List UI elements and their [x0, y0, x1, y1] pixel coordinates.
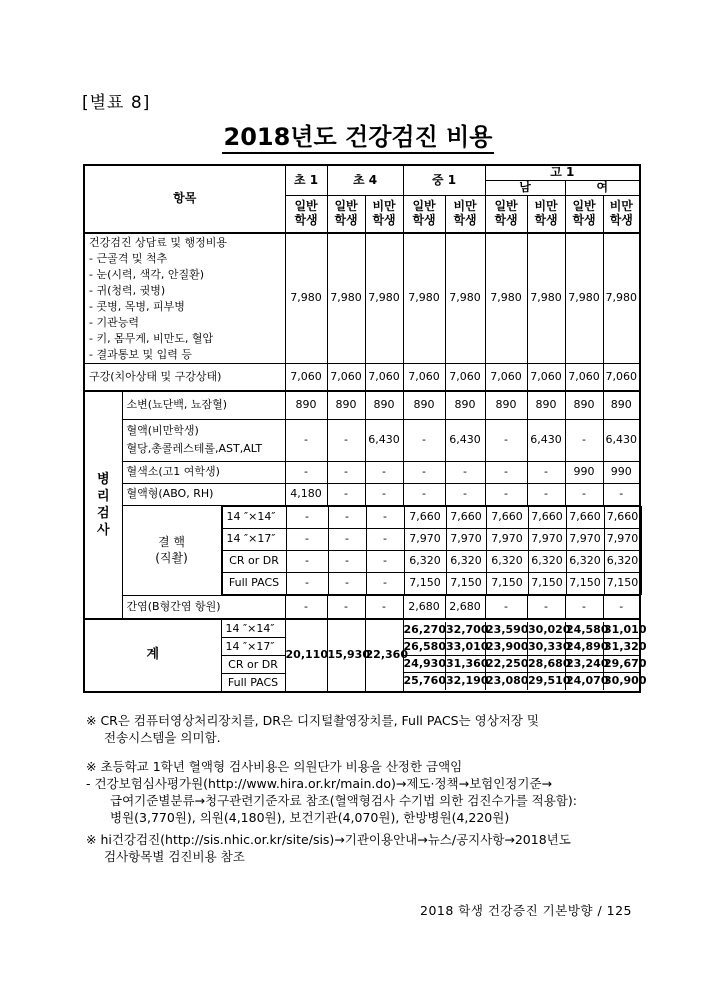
bloodtype-value: 4,180 [285, 483, 327, 505]
tb-sublabel: CR or DR [222, 550, 286, 572]
note-line: 전송시스템을 의미함. [104, 730, 221, 745]
table-row-oral [84, 363, 640, 391]
subheader-cell: 일반 학생 [327, 195, 365, 233]
tb-value: - [286, 572, 328, 594]
hgb-value: 990 [565, 461, 603, 483]
tb-value: 7,150 [486, 572, 528, 594]
note-line: ※ CR은 컴퓨터영상처리장치를, DR은 디지털촬영장치를, Full PACS는 영상저장 및 [86, 713, 539, 728]
total-value: 31,360 [446, 656, 486, 673]
tb-value: - [366, 528, 404, 550]
blood-value: - [403, 419, 445, 461]
tb-subtable-cell [221, 505, 640, 595]
total-value: 31,320 [604, 639, 641, 656]
bloodtype-value: - [527, 483, 565, 505]
bloodtype-value: - [445, 483, 485, 505]
total-sublabels [221, 619, 285, 692]
basic-value: 7,980 [285, 233, 327, 363]
bloodtype-value: - [485, 483, 527, 505]
liver-value: - [527, 595, 565, 619]
total-value: 32,700 [446, 622, 486, 639]
total-value: 32,190 [446, 673, 486, 690]
blood-value: - [565, 419, 603, 461]
hgb-label: 혈색소(고1 여학생) [122, 461, 285, 483]
tb-value: 7,150 [446, 572, 486, 594]
urine-value: 890 [365, 391, 403, 419]
urine-value: 890 [445, 391, 485, 419]
hgb-value: - [485, 461, 527, 483]
tb-value: 6,320 [404, 550, 446, 572]
total-value: 24,930 [404, 656, 446, 673]
tb-value: 7,150 [528, 572, 566, 594]
tb-value: - [328, 528, 366, 550]
total-label: 계 [84, 619, 221, 692]
header-elem1: 초 1 [285, 165, 327, 195]
table-row-total [84, 619, 640, 692]
tb-value: 7,660 [486, 506, 528, 528]
subheader-cell: 비만 학생 [365, 195, 403, 233]
header-high1: 고 1 [485, 165, 640, 180]
basic-value: 7,980 [403, 233, 445, 363]
total-value: 24,580 [566, 622, 604, 639]
bloodtype-value: - [327, 483, 365, 505]
bloodtype-value: - [565, 483, 603, 505]
tb-value: 6,320 [446, 550, 486, 572]
note-line: ※ 초등학교 1학년 혈액형 검사비용은 의원단가 비용을 산정한 금액임 [86, 759, 463, 774]
tb-label: 결 핵 (직촬) [122, 505, 221, 595]
header-elem4: 초 4 [327, 165, 403, 195]
tb-value: 7,150 [566, 572, 604, 594]
total-grid-cell [403, 619, 647, 692]
tb-value: 7,660 [446, 506, 486, 528]
subheader-cell: 비만 학생 [445, 195, 485, 233]
tb-subtable [222, 506, 642, 595]
tb-value: 7,660 [566, 506, 604, 528]
basic-label: 건강검진 상담료 및 행정비용 - 근골격 및 척추 - 눈(시력, 색각, 안질환) - 귀(청력, 귓병) - 콧병, 목병, 피부병 - 기관능력 - 키, 몸무게, 비만도, 혈압 - 결과통보 및 입력 등 [84, 233, 285, 363]
total-value: 26,580 [404, 639, 446, 656]
subheader-cell: 비만 학생 [603, 195, 640, 233]
tb-sublabel: 14 ″×14″ [222, 506, 286, 528]
hgb-value: 990 [603, 461, 640, 483]
tb-value: 7,970 [404, 528, 446, 550]
tb-value: 7,970 [446, 528, 486, 550]
tb-value: - [366, 572, 404, 594]
oral-value: 7,060 [527, 363, 565, 391]
total-value: 28,680 [528, 656, 566, 673]
liver-value: - [285, 595, 327, 619]
oral-value: 7,060 [285, 363, 327, 391]
total-value: 30,020 [528, 622, 566, 639]
urine-value: 890 [565, 391, 603, 419]
oral-value: 7,060 [403, 363, 445, 391]
page-footer: 2018 학생 건강증진 기본방향 / 125 [420, 903, 632, 918]
note-line: ※ hi건강검진(http://sis.nhic.or.kr/site/sis)→기관이용안내→뉴스/공지사항→2018년도 [86, 832, 571, 847]
total-value: 23,900 [486, 639, 528, 656]
oral-label: 구강(치아상태 및 구강상태) [84, 363, 285, 391]
bloodtype-value: - [603, 483, 640, 505]
tb-value: 7,970 [604, 528, 641, 550]
total-sublabel: CR or DR [222, 656, 285, 674]
urine-value: 890 [285, 391, 327, 419]
urine-value: 890 [527, 391, 565, 419]
total-value: 33,010 [446, 639, 486, 656]
note-line: 검사항목별 검진비용 참조 [104, 849, 245, 864]
urine-value: 890 [603, 391, 640, 419]
total-value: 29,510 [528, 673, 566, 690]
liver-label: 간염(B형간염 항원) [122, 595, 285, 619]
liver-value: - [327, 595, 365, 619]
blood-value: - [485, 419, 527, 461]
oral-value: 7,060 [327, 363, 365, 391]
tb-value: 7,150 [404, 572, 446, 594]
blood-value: 6,430 [603, 419, 640, 461]
subheader-cell: 일반 학생 [565, 195, 603, 233]
urine-value: 890 [327, 391, 365, 419]
liver-value: 2,680 [445, 595, 485, 619]
oral-value: 7,060 [565, 363, 603, 391]
note-hi-checkup [86, 831, 646, 865]
oral-value: 7,060 [365, 363, 403, 391]
tb-value: 6,320 [528, 550, 566, 572]
liver-value: - [603, 595, 640, 619]
header-female: 여 [565, 180, 640, 195]
header-mid1: 중 1 [403, 165, 485, 195]
blood-value: - [327, 419, 365, 461]
hgb-value: - [527, 461, 565, 483]
table-row-urine [84, 391, 640, 419]
bloodtype-value: - [403, 483, 445, 505]
total-value: 23,080 [486, 673, 528, 690]
tb-value: - [286, 550, 328, 572]
tb-value: 7,150 [604, 572, 641, 594]
annex-label: [별표 8] [82, 93, 151, 113]
note-cr-dr [86, 712, 646, 746]
table-row-blood [84, 419, 640, 461]
tb-value: - [286, 528, 328, 550]
cost-table [83, 164, 647, 693]
page-title [0, 117, 716, 152]
table-row-basic [84, 233, 640, 363]
tb-value: 7,970 [566, 528, 604, 550]
subheader-cell: 비만 학생 [527, 195, 565, 233]
bloodtype-label: 혈액형(ABO, RH) [122, 483, 285, 505]
urine-value: 890 [485, 391, 527, 419]
oral-value: 7,060 [603, 363, 640, 391]
basic-value: 7,980 [565, 233, 603, 363]
hgb-value: - [403, 461, 445, 483]
tb-value: - [286, 506, 328, 528]
tb-value: 6,320 [604, 550, 641, 572]
pathology-label: 병 리 검 사 [84, 391, 122, 619]
total-value: 30,900 [604, 673, 641, 690]
tb-value: - [328, 550, 366, 572]
basic-value: 7,980 [485, 233, 527, 363]
total-value: 23,590 [486, 622, 528, 639]
tb-value: - [328, 506, 366, 528]
blood-value: - [285, 419, 327, 461]
total-sublabel: 14 ″×14″ [222, 620, 285, 638]
oral-value: 7,060 [445, 363, 485, 391]
urine-label: 소변(뇨단백, 뇨잠혈) [122, 391, 285, 419]
total-fixed-value: 22,360 [365, 619, 403, 692]
total-value: 22,250 [486, 656, 528, 673]
bloodtype-value: - [365, 483, 403, 505]
basic-value: 7,980 [603, 233, 640, 363]
tb-value: 7,970 [528, 528, 566, 550]
total-value: 26,270 [404, 622, 446, 639]
total-sublabel: Full PACS [227, 676, 279, 690]
total-grid [403, 622, 647, 690]
tb-value: 7,660 [528, 506, 566, 528]
basic-value: 7,980 [445, 233, 485, 363]
tb-value: 7,660 [404, 506, 446, 528]
oral-value: 7,060 [485, 363, 527, 391]
tb-sublabel: 14 ″×17″ [222, 528, 286, 550]
urine-value: 890 [403, 391, 445, 419]
hgb-value: - [365, 461, 403, 483]
blood-value: 6,430 [527, 419, 565, 461]
basic-value: 7,980 [365, 233, 403, 363]
note-line: 병원(3,770원), 의원(4,180원), 보건기관(4,070원), 한방병원(4,220원) [110, 810, 510, 825]
hgb-value: - [445, 461, 485, 483]
header-male: 남 [485, 180, 565, 195]
tb-value: 6,320 [566, 550, 604, 572]
total-value: 24,890 [566, 639, 604, 656]
liver-value: - [565, 595, 603, 619]
tb-value: - [366, 550, 404, 572]
subheader-cell: 일반 학생 [403, 195, 445, 233]
total-value: 30,330 [528, 639, 566, 656]
liver-value: 2,680 [403, 595, 445, 619]
liver-value: - [365, 595, 403, 619]
total-value: 29,670 [604, 656, 641, 673]
header-item: 항목 [84, 165, 285, 233]
total-sublabel: 14 ″×17″ [222, 638, 285, 656]
note-line: - 건강보험심사평가원(http://www.hira.or.kr/main.do)→제도·정책→보험인정기준→ [86, 776, 553, 791]
blood-value: 6,430 [365, 419, 403, 461]
table-row-bloodtype [84, 483, 640, 505]
tb-value: 7,660 [604, 506, 641, 528]
total-value: 24,070 [566, 673, 604, 690]
basic-value: 7,980 [527, 233, 565, 363]
subheader-cell: 일반 학생 [285, 195, 327, 233]
tb-value: 6,320 [486, 550, 528, 572]
table-row-tb [84, 505, 640, 595]
blood-label: 혈액(비만학생) 혈당,총콜레스테롤,AST,ALT [122, 419, 285, 461]
subheader-cell: 일반 학생 [485, 195, 527, 233]
total-value: 23,240 [566, 656, 604, 673]
total-fixed-value: 15,930 [327, 619, 365, 692]
tb-sublabel: Full PACS [222, 572, 286, 594]
tb-value: - [328, 572, 366, 594]
page-title-text: 2018년도 건강검진 비용 [222, 123, 495, 154]
basic-value: 7,980 [327, 233, 365, 363]
total-fixed-value: 20,110 [285, 619, 327, 692]
table-row-hgb [84, 461, 640, 483]
note-line: 급여기준별분류→청구관련기준자료 참조(혈액형검사 수기법 의한 검진수가를 적용함): [110, 793, 577, 808]
total-value: 25,760 [404, 673, 446, 690]
tb-value: 7,970 [486, 528, 528, 550]
hgb-value: - [285, 461, 327, 483]
total-value: 31,010 [604, 622, 641, 639]
hgb-value: - [327, 461, 365, 483]
liver-value: - [485, 595, 527, 619]
note-bloodtype [86, 758, 646, 826]
blood-value: 6,430 [445, 419, 485, 461]
table-row-liver [84, 595, 640, 619]
tb-value: - [366, 506, 404, 528]
